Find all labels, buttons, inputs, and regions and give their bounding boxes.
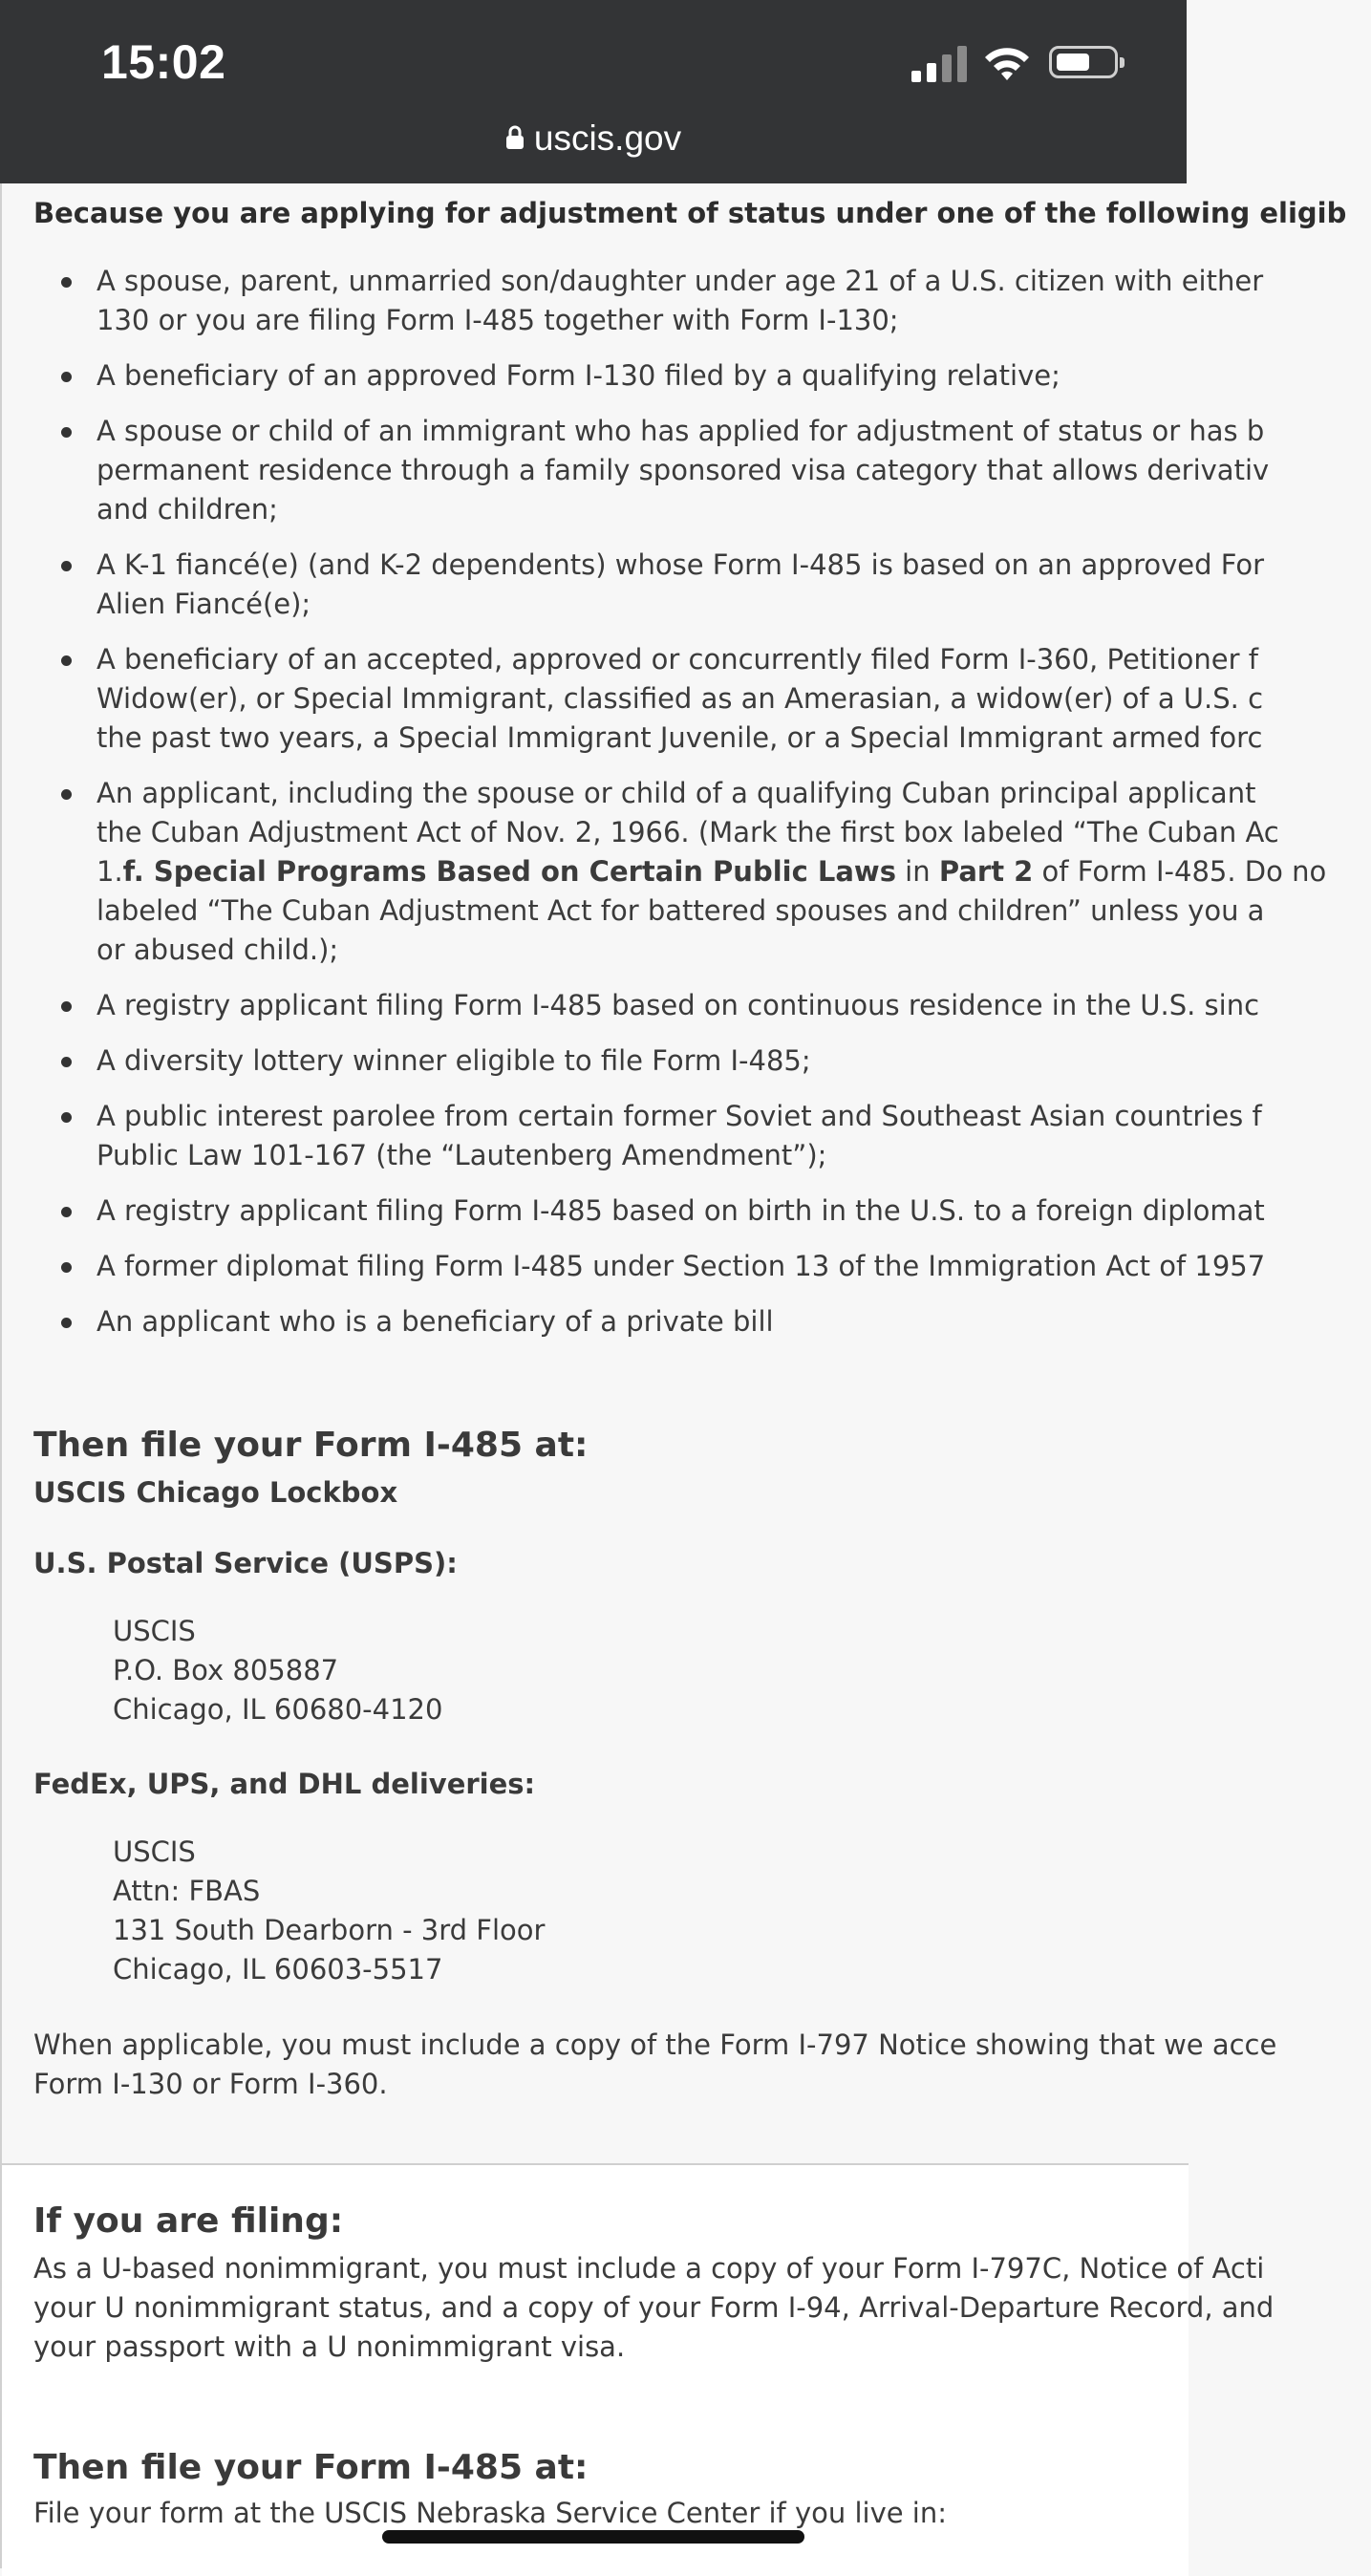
status-time: 15:02 — [101, 35, 226, 89]
list-item: A spouse, parent, unmarried son/daughter under age 21 of a U.S. citizen with either 130 or you are filing Form I-485 together with Form I-130; — [33, 262, 1371, 340]
section-divider — [2, 2163, 1189, 2165]
list-item: A beneficiary of an accepted, approved or concurrently filed Form I-360, Petitioner f Widow(er), or Special Immigrant, classified as an Amerasian, a widow(er) of a U.S. c the past two years, a Special Immigrant Juvenile, or a Special Immigrant armed forc — [33, 640, 1371, 758]
home-indicator[interactable] — [382, 2530, 804, 2544]
courier-label: FedEx, UPS, and DHL deliveries: — [33, 1768, 536, 1800]
eligibility-list — [33, 262, 1371, 1358]
cuban-instruction-line: 1.f. Special Programs Based on Certain Public Laws in Part 2 of Form I-485. Do no — [96, 855, 1327, 888]
list-item: A spouse or child of an immigrant who has applied for adjustment of status or has b permanent residence through a family sponsored visa category that allows derivativ and children; — [33, 412, 1371, 529]
usps-address: USCIS P.O. Box 805887 Chicago, IL 60680-4120 — [113, 1615, 443, 1726]
nebraska-text: File your form at the USCIS Nebraska Service Center if you live in: — [33, 2497, 948, 2529]
wifi-icon — [982, 42, 1032, 82]
url-domain: uscis.gov — [533, 118, 682, 158]
list-item: A former diplomat filing Form I-485 under Section 13 of the Immigration Act of 1957 — [33, 1247, 1371, 1286]
url-bar[interactable] — [0, 118, 1187, 172]
list-item: A registry applicant filing Form I-485 based on continuous residence in the U.S. sinc — [33, 986, 1371, 1025]
list-item: An applicant who is a beneficiary of a private bill — [33, 1302, 1371, 1342]
list-item: A beneficiary of an approved Form I-130 filed by a qualifying relative; — [33, 356, 1371, 396]
if-filing-text: As a U-based nonimmigrant, you must include a copy of your Form I-797C, Notice of Acti your U nonimmigrant status, and a copy of your Form I-94, Arrival-Departure Record, and your passport with a U nonimmigrant visa. — [33, 2252, 1275, 2363]
i797-note: When applicable, you must include a copy of the Form I-797 Notice showing that we acce Form I-130 or Form I-360. — [33, 2029, 1277, 2100]
list-item: A diversity lottery winner eligible to file Form I-485; — [33, 1041, 1371, 1081]
list-item: An applicant, including the spouse or child of a qualifying Cuban principal applicant the Cuban Adjustment Act of Nov. 2, 1966. (Mark the first box labeled “The Cuban Ac 1.f. Special Programs Based on Certain Public Laws in Part 2 of Form I-485. Do no labeled “The Cuban Adjustment Act for battered spouses and children” unless you a or abused child.); — [33, 774, 1371, 970]
file-at-heading-2: Then file your Form I-485 at: — [33, 2448, 589, 2487]
usps-label: U.S. Postal Service (USPS): — [33, 1547, 458, 1579]
list-item: A public interest parolee from certain former Soviet and Southeast Asian countries f Public Law 101-167 (the “Lautenberg Amendment”); — [33, 1097, 1371, 1175]
cellular-signal-icon — [911, 46, 967, 82]
file-at-heading: Then file your Form I-485 at: — [33, 1426, 589, 1465]
page-content — [0, 183, 1347, 2568]
eligibility-intro: Because you are applying for adjustment of status under one of the following eligib — [33, 197, 1347, 229]
browser-top-bar — [0, 0, 1187, 183]
lockbox-location: USCIS Chicago Lockbox — [33, 1476, 398, 1509]
courier-address: USCIS Attn: FBAS 131 South Dearborn - 3rd Floor Chicago, IL 60603-5517 — [113, 1835, 546, 1986]
battery-icon — [1049, 46, 1118, 78]
if-filing-heading: If you are filing: — [33, 2201, 344, 2241]
list-item: A K-1 fiancé(e) (and K-2 dependents) whose Form I-485 is based on an approved For Alien Fiancé(e); — [33, 546, 1371, 624]
list-item: A registry applicant filing Form I-485 based on birth in the U.S. to a foreign diplomat — [33, 1191, 1371, 1231]
lock-icon — [505, 125, 525, 150]
